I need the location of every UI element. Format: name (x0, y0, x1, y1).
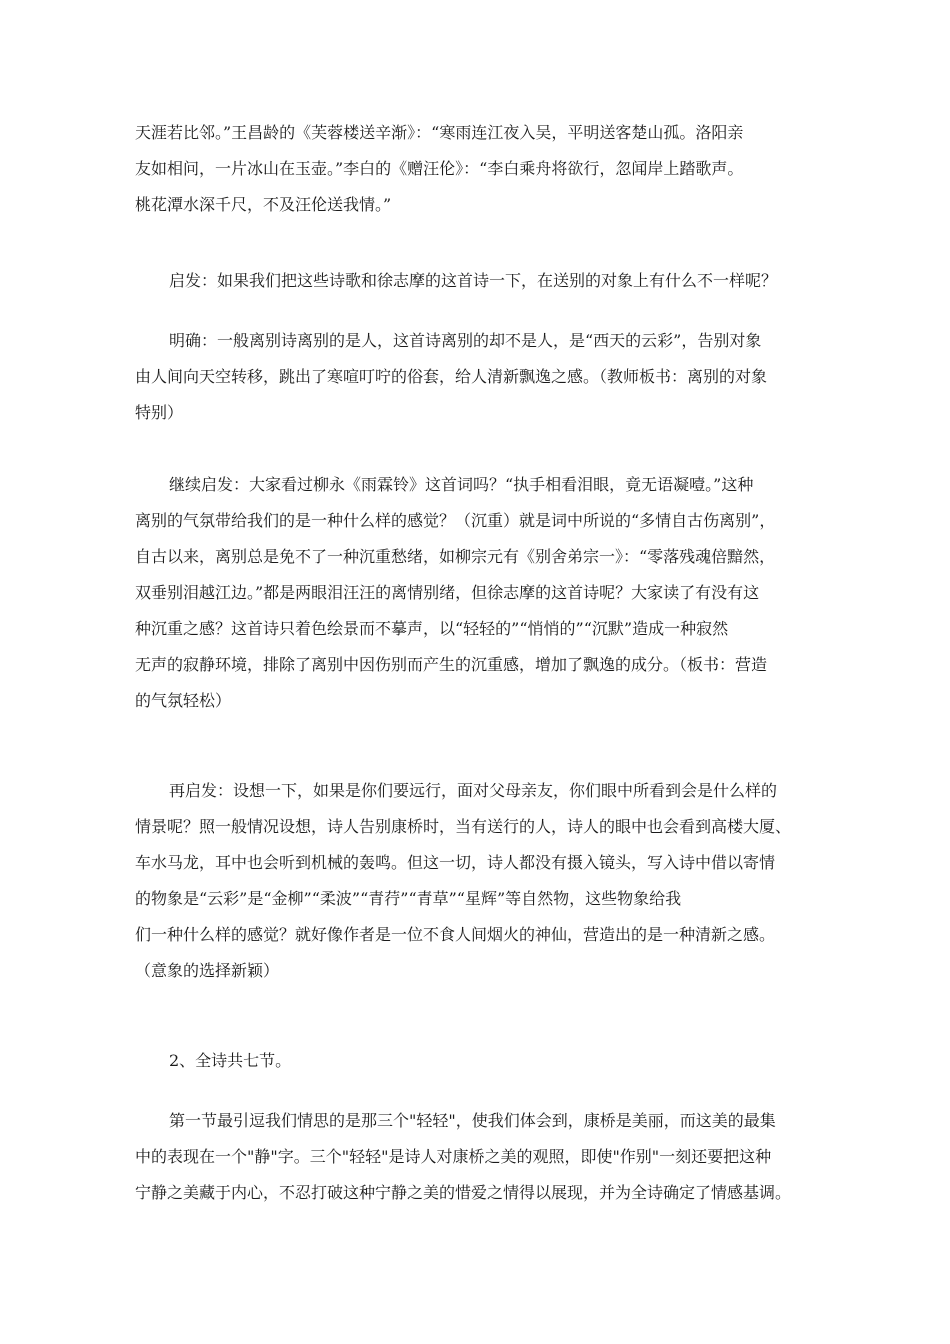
text-line: 再启发：设想一下，如果是你们要远行，面对父母亲友，你们眼中所看到会是什么样的 (169, 781, 778, 800)
text-line: 特别） (135, 403, 184, 422)
text-line: 宁静之美藏于内心，不忍打破这种宁静之美的惜爱之情得以展现，并为全诗确定了情感基调。 (135, 1183, 792, 1202)
text-line: 明确：一般离别诗离别的是人，这首诗离别的却不是人，是“西天的云彩”，告别对象 (169, 331, 762, 350)
text-line: （意象的选择新颖） (135, 961, 280, 980)
paragraph-continued-prompt (135, 467, 815, 719)
text-line: 中的表现在一个"静"字。三个"轻轻"是诗人对康桥之美的观照，即使"作别"一刻还要把这种 (135, 1147, 772, 1166)
text-line: 启发：如果我们把这些诗歌和徐志摩的这首诗一下，在送别的对象上有什么不一样呢？ (169, 271, 778, 290)
paragraph-first-stanza-analysis (135, 1103, 815, 1211)
text-line: 的物象是“云彩”是“金柳”“柔波”“青荇”“青草”“星辉”等自然物，这些物象给我 (135, 889, 682, 908)
text-line: 由人间向天空转移，跳出了寒喧叮咛的俗套，给人清新飘逸之感。（教师板书：离别的对象 (135, 367, 768, 386)
text-line: 离别的气氛带给我们的是一种什么样的感觉？（沉重）就是词中所说的“多情自古伤离别”， (135, 511, 776, 530)
text-line: 自古以来，离别总是免不了一种沉重愁绪，如柳宗元有《别舍弟宗一》：“零落残魂倍黯然， (135, 547, 776, 566)
paragraph-section-heading (135, 1043, 815, 1079)
text-line: 们一种什么样的感觉？就好像作者是一位不食人间烟火的神仙，营造出的是一种清新之感。 (135, 925, 776, 944)
paragraph-farewell-poems-quotes (135, 115, 815, 223)
text-line: 无声的寂静环境，排除了离别中因伤别而产生的沉重感，增加了飘逸的成分。（板书：营造 (135, 655, 768, 674)
text-line: 友如相问，一片冰山在玉壶。”李白的《赠汪伦》：“李白乘舟将欲行，忽闻岸上踏歌声。 (135, 159, 744, 178)
text-line: 桃花潭水深千尺，不及汪伦送我情。” (135, 195, 392, 214)
text-line: 情景呢？照一般情况设想，诗人告别康桥时，当有送行的人，诗人的眼中也会看到高楼大厦、 (135, 817, 792, 836)
text-line: 种沉重之感？这首诗只着色绘景而不摹声，以“轻轻的”“悄悄的”“沉默”造成一种寂然 (135, 619, 729, 638)
paragraph-question-prompt (135, 263, 815, 299)
text-line: 双垂别泪越江边。”都是两眼泪汪汪的离情别绪，但徐志摩的这首诗呢？大家读了有没有这 (135, 583, 760, 602)
text-line: 车水马龙，耳中也会听到机械的轰鸣。但这一切，诗人都没有摄入镜头，写入诗中借以寄情 (135, 853, 776, 872)
text-line: 的气氛轻松） (135, 691, 232, 710)
text-line: 2、全诗共七节。 (169, 1051, 292, 1070)
paragraph-re-prompt (135, 773, 815, 989)
text-line: 继续启发：大家看过柳永《雨霖铃》这首词吗？“执手相看泪眼，竟无语凝噎。”这种 (169, 475, 754, 494)
text-line: 第一节最引逗我们情思的是那三个"轻轻"，使我们体会到，康桥是美丽，而这美的最集 (169, 1111, 776, 1130)
text-line: 天涯若比邻。”王昌龄的《芙蓉楼送辛渐》：“寒雨连江夜入吴，平明送客楚山孤。洛阳亲 (135, 123, 744, 142)
paragraph-clarification (135, 323, 815, 431)
